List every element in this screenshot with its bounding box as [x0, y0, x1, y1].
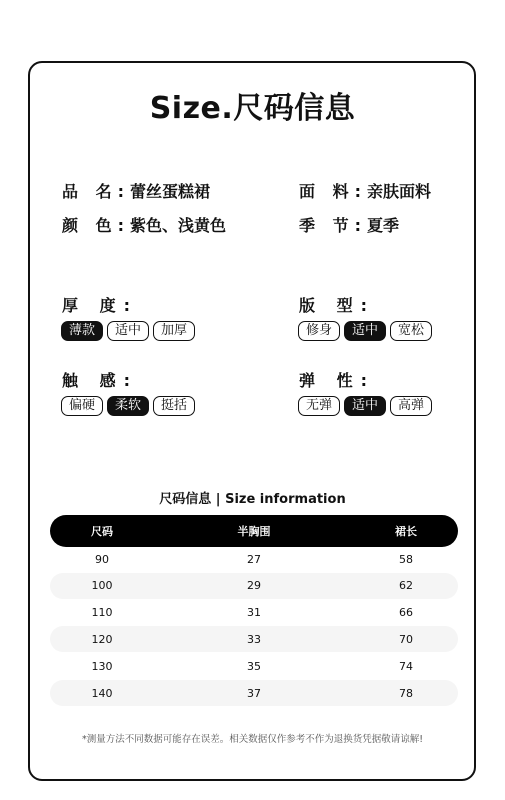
header-half-chest: 半胸围 — [237, 525, 271, 538]
table-cell: 37 — [247, 686, 261, 700]
table-cell: 58 — [399, 552, 413, 566]
thickness-options — [61, 321, 195, 341]
header-skirt-length: 裙长 — [395, 525, 417, 538]
thickness-option: 薄款 — [61, 321, 103, 341]
touch-option: 挺括 — [153, 396, 195, 416]
header-size: 尺码 — [91, 525, 113, 538]
table-cell: 120 — [91, 632, 113, 646]
thickness-option: 适中 — [107, 321, 149, 341]
fit-options — [298, 321, 432, 341]
table-cell: 140 — [91, 686, 113, 700]
touch-label: 触 感: — [62, 371, 138, 390]
page-title: Size.尺码信息 — [149, 91, 356, 126]
table-cell: 66 — [399, 606, 413, 620]
touch-option: 柔软 — [107, 396, 149, 416]
table-row — [50, 626, 458, 652]
touch-option: 偏硬 — [61, 396, 103, 416]
info-fabric — [299, 179, 431, 202]
disclaimer-note: *测量方法不同数据可能存在误差。相关数据仅作参考不作为退换货凭据敬请谅解! — [81, 734, 424, 745]
table-cell: 62 — [399, 579, 413, 593]
info-season-value: 夏季 — [366, 216, 399, 235]
thickness-option: 加厚 — [153, 321, 195, 341]
table-cell: 90 — [95, 552, 109, 566]
info-name-value: 蕾丝蛋糕裙 — [129, 182, 210, 201]
table-cell: 33 — [247, 632, 261, 646]
info-season-label: 季 节: — [299, 216, 367, 235]
table-row — [50, 653, 458, 679]
elasticity-option: 适中 — [344, 396, 386, 416]
table-cell: 29 — [247, 579, 261, 593]
table-cell: 74 — [399, 659, 413, 673]
table-cell: 100 — [91, 579, 113, 593]
fit-option: 修身 — [298, 321, 340, 341]
table-cell: 110 — [91, 606, 113, 620]
info-color-value: 紫色、浅黄色 — [129, 216, 226, 235]
elasticity-label: 弹 性: — [299, 371, 375, 390]
elasticity-option: 无弹 — [298, 396, 340, 416]
fit-option: 适中 — [344, 321, 386, 341]
table-cell: 31 — [247, 606, 261, 620]
info-season — [299, 213, 399, 236]
info-fabric-value: 亲肤面料 — [366, 182, 431, 201]
table-row — [50, 600, 458, 626]
info-color — [62, 213, 226, 236]
info-color-label: 颜 色: — [62, 216, 130, 235]
elasticity-option: 高弹 — [390, 396, 432, 416]
thickness-label: 厚 度: — [62, 296, 138, 315]
table-row — [50, 573, 458, 599]
size-table-header — [50, 515, 458, 547]
touch-options — [61, 396, 195, 416]
elasticity-options — [298, 396, 432, 416]
fit-label: 版 型: — [299, 296, 375, 315]
info-fabric-label: 面 料: — [299, 182, 367, 201]
table-cell: 35 — [247, 659, 261, 673]
size-table-title: 尺码信息 | Size information — [159, 492, 346, 507]
table-cell: 130 — [91, 659, 113, 673]
info-name — [62, 179, 210, 202]
table-cell: 70 — [399, 632, 413, 646]
table-row — [50, 546, 458, 572]
table-cell: 78 — [399, 686, 413, 700]
info-name-label: 品 名: — [62, 182, 130, 201]
fit-option: 宽松 — [390, 321, 432, 341]
table-cell: 27 — [247, 552, 261, 566]
table-row — [50, 680, 458, 706]
